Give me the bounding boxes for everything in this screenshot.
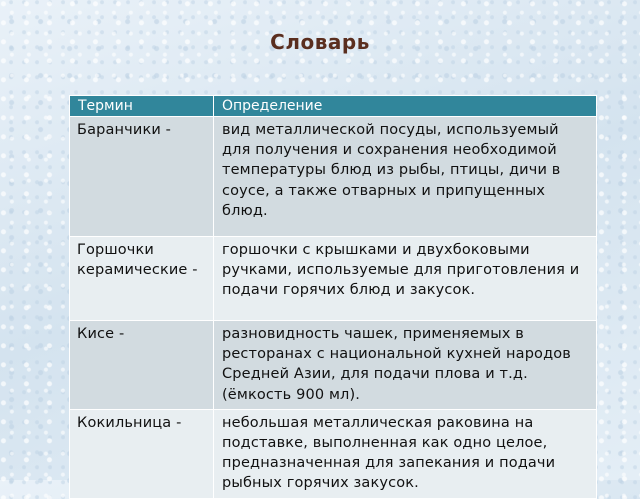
definition-cell: небольшая металлическая раковина на подставке, выполненная как одно целое, предназначенная для запекания и подачи рыбных горячих закусок. (214, 409, 597, 498)
table-row (70, 117, 597, 237)
vocabulary-table (69, 95, 597, 499)
column-header-term: Термин (70, 96, 214, 117)
term-cell: Кисе - (70, 321, 214, 410)
table-row (70, 321, 597, 410)
definition-cell: горшочки с крышками и двухбоковыми ручками, используемые для приготовления и подачи горячих блюд и закусок. (214, 237, 597, 321)
page-title: Словарь (270, 30, 370, 54)
definition-cell: разновидность чашек, применяемых в ресторанах с национальной кухней народов Средней Азии, для подачи плова и т.д. (ёмкость 900 мл). (214, 321, 597, 410)
definition-cell: вид металлической посуды, используемый для получения и сохранения необходимой температуры блюд из рыбы, птицы, дичи в соусе, а также отварных и припущенных блюд. (214, 117, 597, 237)
table-header-row (70, 96, 597, 117)
term-cell: Кокильница - (70, 409, 214, 498)
table-row (70, 409, 597, 498)
table-row (70, 237, 597, 321)
term-cell: Горшочки керамические - (70, 237, 214, 321)
term-cell: Баранчики - (70, 117, 214, 237)
column-header-definition: Определение (214, 96, 597, 117)
